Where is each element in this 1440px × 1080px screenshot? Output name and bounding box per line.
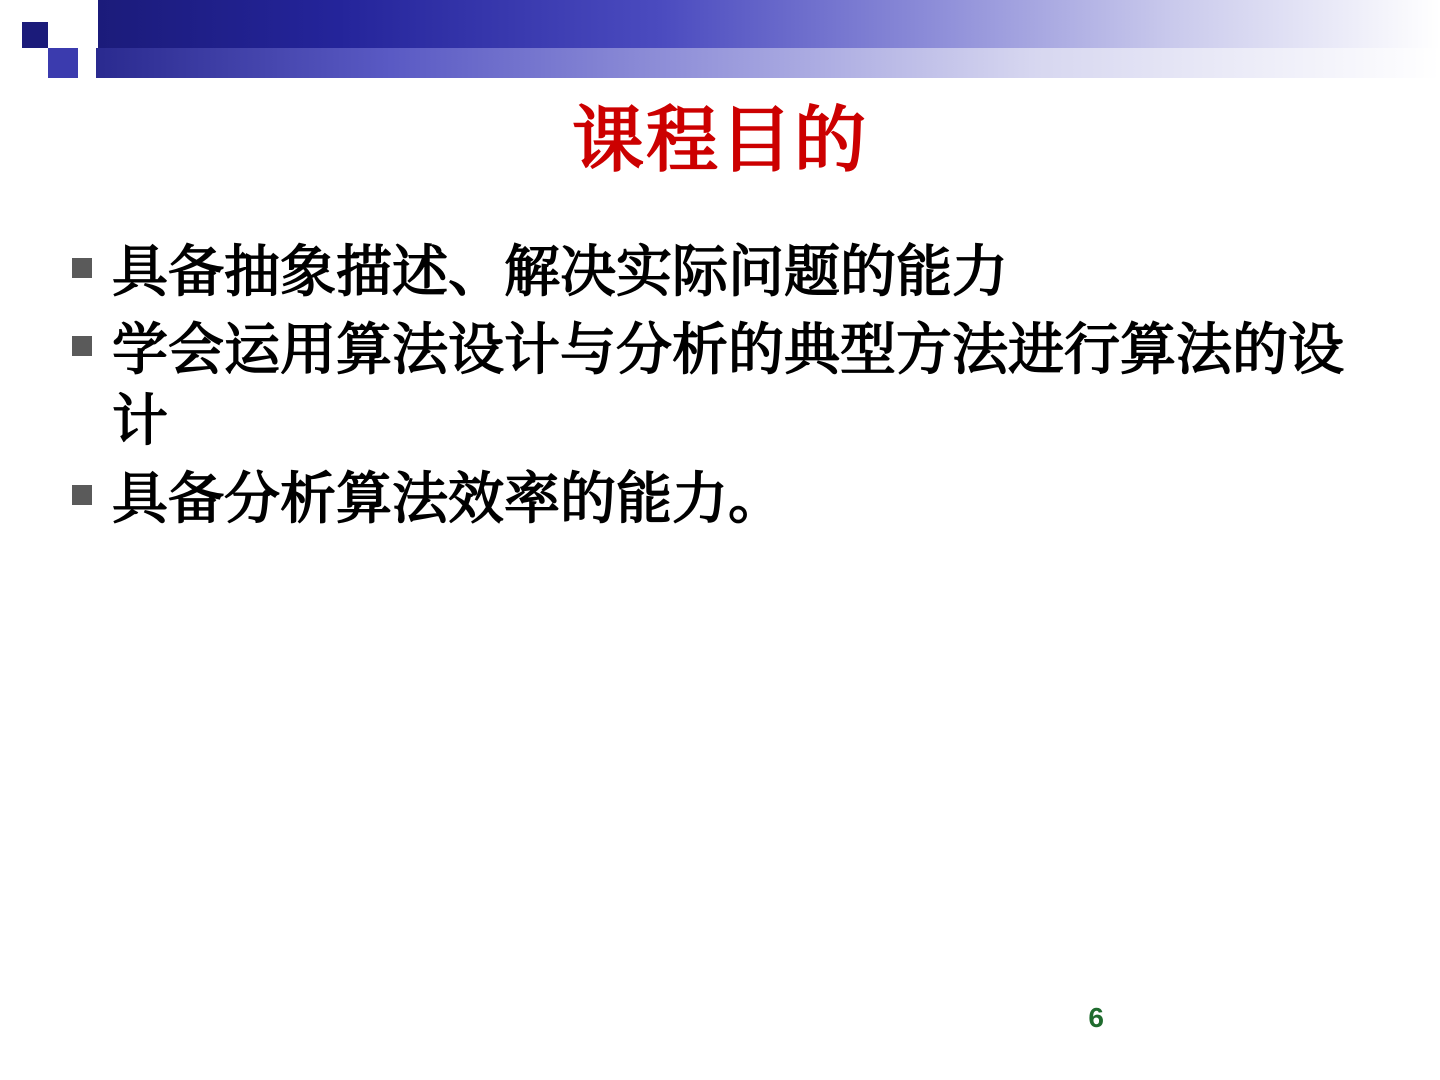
header-square-medium (48, 48, 78, 78)
page-title: 课程目的 (571, 101, 868, 181)
list-item-label: 具备分析算法效率的能力。 (112, 467, 784, 531)
header-gradient-bar-bottom (96, 48, 1440, 78)
square-bullet-icon (72, 336, 92, 356)
list-item-label: 具备抽象描述、解决实际问题的能力 (112, 240, 1008, 303)
header-notch (78, 48, 96, 78)
header-gradient-bar-top (96, 0, 1440, 48)
list-item-label: 学会运用算法设计与分析的典型方法进行算法的设计 (112, 317, 1344, 453)
header-square-small (22, 22, 48, 48)
page-number: 6 (1088, 1002, 1104, 1033)
slide-header-band (0, 0, 1440, 78)
bullet-list (72, 236, 1372, 541)
list-item (72, 463, 1372, 535)
list-item (72, 236, 1372, 308)
header-square-gap (78, 0, 98, 48)
square-bullet-icon (72, 485, 92, 505)
list-item (72, 314, 1372, 457)
square-bullet-icon (72, 258, 92, 278)
